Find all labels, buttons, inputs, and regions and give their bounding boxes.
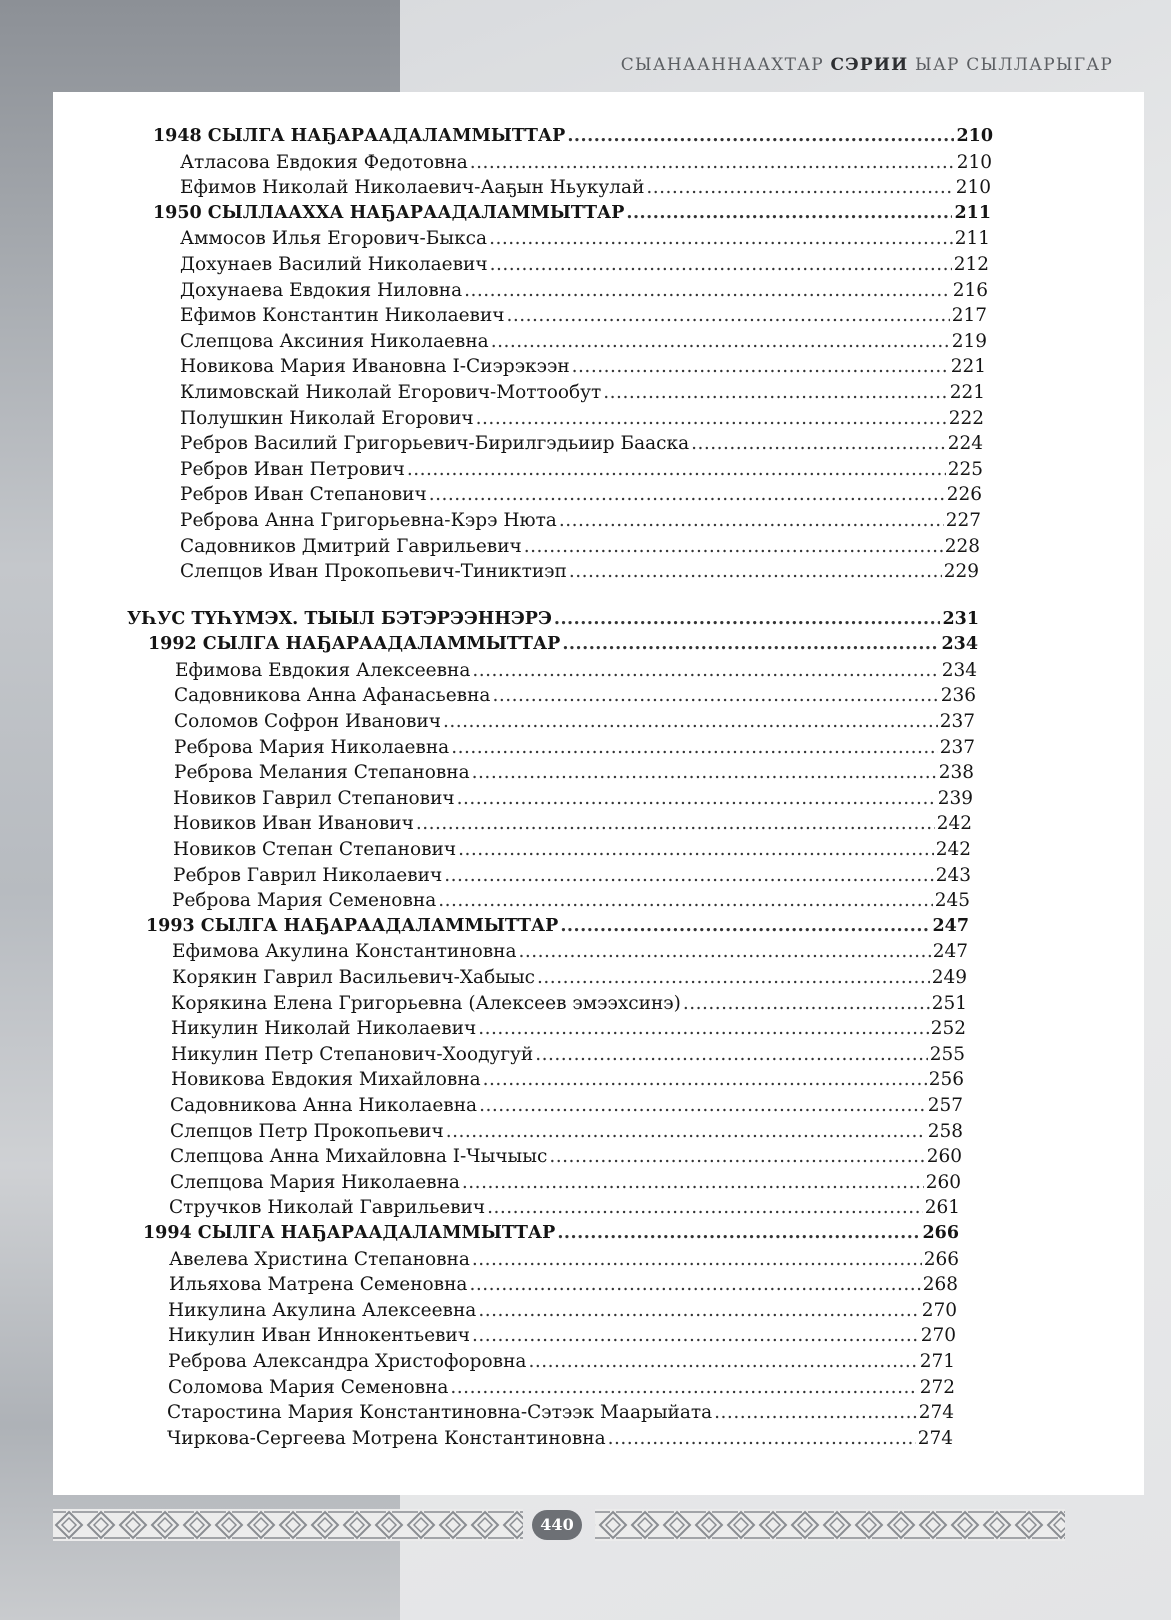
toc-title: Реброва Александра Христофоровна	[168, 1350, 527, 1372]
toc-title: 1993 СЫЛГА НАҔАРААДАЛАММЫТТАР	[146, 915, 559, 936]
toc-title: Соломов Софрон Иванович	[174, 711, 441, 733]
toc-entry	[0, 735, 975, 761]
dot-leader	[560, 914, 930, 940]
toc-title: Аммосов Илья Егорович-Быкса	[180, 228, 488, 250]
toc-title: Стручков Николай Гаврильевич	[169, 1197, 486, 1219]
page-number-badge: 440	[532, 1510, 582, 1540]
toc-part-heading	[0, 607, 979, 633]
toc-title: Корякина Елена Григорьевна (Алексеев эмээхсинэ)	[171, 992, 681, 1014]
toc-entry	[0, 939, 968, 965]
dot-leader	[472, 658, 939, 684]
toc-entry	[0, 1272, 958, 1298]
toc-entry	[0, 508, 981, 534]
toc-page-number: 258	[927, 1120, 963, 1142]
toc-title: Старостина Мария Константиновна-Сэтээк Маарыйата	[167, 1402, 713, 1424]
dot-leader	[567, 124, 954, 150]
dot-leader	[535, 1042, 927, 1068]
dot-leader	[451, 735, 937, 761]
dot-leader	[537, 965, 930, 991]
header-right: ЫАР СЫЛЛАРЫГАР	[915, 55, 1113, 75]
toc-entry	[0, 303, 987, 329]
toc-page-number: 231	[942, 608, 979, 629]
toc-entry	[0, 786, 973, 812]
dot-leader	[429, 482, 945, 508]
toc-page-number: 247	[932, 941, 968, 963]
toc-title: Дохунаев Василий Николаевич	[180, 253, 488, 275]
toc-entry	[0, 1067, 964, 1093]
toc-page-number: 242	[935, 839, 971, 861]
toc-page-number: 210	[955, 177, 991, 199]
header-middle: СЭРИИ	[830, 55, 909, 75]
toc-entry	[0, 482, 982, 508]
dot-leader	[476, 406, 947, 432]
dot-leader	[626, 201, 952, 227]
toc-entry	[0, 1144, 962, 1170]
toc-entry	[0, 226, 990, 252]
dot-leader	[479, 1093, 926, 1119]
toc-title: Ребров Гаврил Николаевич	[173, 864, 443, 886]
dot-leader	[491, 329, 950, 355]
toc-page-number: 237	[939, 711, 975, 733]
dot-leader	[549, 1144, 924, 1170]
dot-leader	[603, 380, 947, 406]
toc-title: Ребров Василий Григорьевич-Бирилгэдьиир Бааска	[180, 433, 690, 455]
toc-title: Ильяхова Матрена Семеновна	[169, 1274, 468, 1296]
toc-entry	[0, 380, 985, 406]
toc-title: УҺУС ТҮҺҮМЭХ. ТЫЫЛ БЭТЭРЭЭННЭРЭ	[127, 608, 552, 629]
toc-page-number: 270	[920, 1325, 956, 1347]
toc-page-number: 222	[948, 407, 984, 429]
dot-leader	[559, 508, 944, 534]
toc-title: Новиков Степан Степанович	[173, 839, 457, 861]
toc-title: Садовникова Анна Афанасьевна	[174, 685, 491, 707]
toc-entry	[0, 354, 986, 380]
toc-title: Никулин Иван Иннокентьевич	[168, 1325, 470, 1347]
toc-section-heading	[0, 914, 969, 940]
dot-leader	[524, 534, 943, 560]
toc-page-number: 211	[954, 202, 991, 223]
toc-page-number: 229	[943, 561, 979, 583]
toc-page-number: 236	[940, 685, 976, 707]
toc-title: Атласова Евдокия Федотовна	[180, 151, 468, 173]
dot-leader	[443, 709, 938, 735]
dot-leader	[492, 683, 938, 709]
dot-leader	[472, 760, 937, 786]
toc-page-number: 255	[929, 1043, 965, 1065]
toc-entry	[0, 991, 967, 1017]
toc-page-number: 260	[925, 1171, 961, 1193]
toc-page-number: 239	[937, 787, 973, 809]
toc-page-number: 274	[917, 1427, 953, 1449]
toc-entry	[0, 811, 972, 837]
toc-title: Дохунаева Евдокия Ниловна	[180, 279, 463, 301]
toc-section-heading	[0, 1221, 959, 1247]
toc-page-number: 247	[932, 915, 969, 936]
toc-page-number: 238	[938, 762, 974, 784]
toc-entry	[0, 658, 977, 684]
toc-page-number: 210	[956, 151, 992, 173]
toc-title: Садовников Дмитрий Гаврильевич	[180, 535, 522, 557]
table-of-contents	[0, 124, 1171, 1451]
toc-title: Слепцова Анна Михайловна І-Чычыыс	[170, 1146, 548, 1168]
toc-title: 1948 СЫЛГА НАҔАРААДАЛАММЫТТАР	[153, 126, 566, 146]
dot-leader	[438, 888, 932, 914]
toc-title: Ефимов Николай Николаевич-Ааҕын Ньукулай	[180, 177, 645, 199]
dot-leader	[483, 1067, 927, 1093]
toc-title: Слепцова Мария Николаевна	[170, 1171, 460, 1193]
toc-entry	[0, 1323, 956, 1349]
toc-title: 1994 СЫЛГА НАҔАРААДАЛАММЫТТАР	[143, 1222, 556, 1243]
toc-title: Ефимова Евдокия Алексеевна	[175, 659, 471, 681]
toc-section-heading	[0, 124, 993, 150]
toc-page-number: 256	[928, 1069, 964, 1091]
toc-title: Реброва Анна Григорьевна-Кэрэ Нюта	[180, 509, 557, 531]
toc-page-number: 234	[941, 659, 977, 681]
header-left: СЫАНААННААХТАР	[620, 55, 824, 75]
toc-page-number: 211	[954, 228, 990, 250]
toc-title: 1950 СЫЛЛААХХА НАҔАРААДАЛАММЫТТАР	[153, 202, 625, 223]
toc-entry	[0, 252, 989, 278]
toc-page-number: 272	[919, 1376, 955, 1398]
toc-title: Никулина Акулина Алексеевна	[168, 1299, 477, 1321]
toc-title: Ребров Иван Степанович	[180, 484, 427, 506]
toc-page-number: 228	[944, 535, 980, 557]
toc-entry	[0, 1247, 959, 1273]
dot-leader	[683, 991, 930, 1017]
toc-title: Никулин Петр Степанович-Хоодугуй	[171, 1043, 534, 1065]
toc-title: Слепцова Аксиния Николаевна	[180, 330, 489, 352]
toc-title: Ребров Иван Петрович	[180, 458, 405, 480]
toc-entry	[0, 888, 970, 914]
toc-entry	[0, 709, 975, 735]
dot-leader	[470, 150, 955, 176]
toc-entry	[0, 683, 976, 709]
dot-leader	[472, 1323, 919, 1349]
toc-entry	[0, 406, 984, 432]
dot-leader	[554, 607, 941, 633]
dot-leader	[444, 863, 934, 889]
toc-page-number: 261	[924, 1197, 960, 1219]
toc-page-number: 225	[947, 458, 983, 480]
toc-entry	[0, 150, 992, 176]
toc-page-number: 257	[927, 1094, 963, 1116]
toc-page-number: 274	[918, 1402, 954, 1424]
toc-page-number: 221	[949, 381, 985, 403]
toc-page-number: 242	[936, 813, 972, 835]
dot-leader	[569, 559, 942, 585]
toc-entry	[0, 559, 979, 585]
toc-entry	[0, 431, 983, 457]
dot-leader	[458, 837, 934, 863]
toc-title: Ефимов Константин Николаевич	[180, 305, 505, 327]
toc-title: Новиков Иван Иванович	[173, 813, 414, 835]
dot-leader	[450, 1375, 917, 1401]
toc-entry	[0, 837, 971, 863]
toc-title: Климовскай Николай Егорович-Моттообут	[180, 381, 602, 403]
toc-page-number: 217	[951, 305, 987, 327]
toc-title: Слепцов Петр Прокопьевич	[170, 1120, 444, 1142]
toc-title: Корякин Гаврил Васильевич-Хабыыс	[172, 967, 536, 988]
toc-title: Новиков Гаврил Степанович	[173, 787, 455, 809]
toc-title: Новикова Мария Ивановна І-Сиэрэкээн	[180, 356, 570, 378]
toc-title: Садовникова Анна Николаевна	[170, 1094, 478, 1116]
dot-leader	[487, 1195, 923, 1221]
toc-entry	[0, 457, 983, 483]
toc-entry	[0, 1042, 965, 1068]
toc-entry	[0, 1170, 961, 1196]
dot-leader	[557, 1221, 920, 1247]
toc-page-number: 227	[945, 509, 981, 531]
dot-leader	[691, 431, 946, 457]
dot-leader	[519, 939, 931, 965]
toc-title: Чиркова-Сергеева Мотрена Константиновна	[167, 1427, 606, 1449]
toc-title: Реброва Мария Семеновна	[172, 890, 437, 912]
dot-leader	[490, 252, 952, 278]
toc-title: Авелева Христина Степановна	[169, 1248, 470, 1270]
dot-leader	[608, 1426, 916, 1452]
dot-leader	[416, 811, 935, 837]
toc-page-number: 249	[931, 967, 967, 988]
toc-entry	[0, 329, 987, 355]
toc-page-number: 234	[941, 634, 978, 655]
toc-title: Новикова Евдокия Михайловна	[171, 1069, 481, 1091]
toc-page-number: 271	[919, 1350, 955, 1372]
toc-page-number: 245	[934, 890, 970, 912]
dot-leader	[446, 1119, 926, 1145]
toc-entry	[0, 278, 988, 304]
dot-leader	[472, 1247, 922, 1273]
toc-page-number: 243	[935, 864, 971, 886]
dot-leader	[562, 632, 939, 658]
toc-entry	[0, 1375, 955, 1401]
dot-leader	[457, 786, 936, 812]
toc-page-number: 226	[946, 484, 982, 506]
toc-page-number: 266	[923, 1248, 959, 1270]
dot-leader	[478, 1298, 919, 1324]
toc-page-number: 219	[951, 330, 987, 352]
toc-title: Реброва Мария Николаевна	[174, 736, 450, 758]
dot-leader	[572, 354, 949, 380]
dot-leader	[646, 175, 953, 201]
toc-page-number: 224	[947, 433, 983, 455]
dot-leader	[489, 226, 953, 252]
running-header	[621, 55, 1113, 75]
dot-leader	[464, 278, 951, 304]
toc-title: Ефимова Акулина Константиновна	[172, 941, 517, 963]
toc-page-number: 237	[939, 736, 975, 758]
dot-leader	[462, 1170, 924, 1196]
toc-entry	[0, 1119, 963, 1145]
toc-page-number: 270	[921, 1299, 957, 1321]
toc-entry	[0, 1400, 954, 1426]
toc-page-number: 252	[930, 1018, 966, 1040]
toc-title: Никулин Николай Николаевич	[171, 1018, 477, 1040]
dot-leader	[478, 1016, 928, 1042]
toc-entry	[0, 1016, 966, 1042]
toc-section-heading	[0, 201, 991, 227]
toc-title: Полушкин Николай Егорович	[180, 407, 474, 429]
toc-page-number: 212	[953, 253, 989, 275]
toc-entry	[0, 175, 991, 201]
toc-page-number: 221	[950, 356, 986, 378]
toc-section-heading	[0, 632, 978, 658]
toc-entry	[0, 863, 971, 889]
dot-leader	[528, 1349, 917, 1375]
dot-leader	[507, 303, 950, 329]
toc-page-number: 251	[931, 992, 967, 1014]
toc-entry	[0, 1093, 963, 1119]
dot-leader	[714, 1400, 917, 1426]
toc-title: Реброва Мелания Степановна	[174, 762, 470, 784]
toc-entry	[0, 965, 967, 991]
toc-entry	[0, 760, 974, 786]
toc-entry	[0, 1426, 953, 1452]
toc-page-number: 216	[952, 279, 988, 301]
toc-page-number: 260	[926, 1146, 962, 1168]
toc-page-number: 268	[922, 1274, 958, 1296]
toc-entry	[0, 534, 980, 560]
dot-leader	[407, 457, 946, 483]
toc-entry	[0, 1349, 955, 1375]
dot-leader	[469, 1272, 920, 1298]
toc-title: 1992 СЫЛГА НАҔАРААДАЛАММЫТТАР	[148, 634, 561, 655]
toc-entry	[0, 1298, 957, 1324]
toc-page-number: 266	[922, 1222, 959, 1243]
toc-title: Слепцов Иван Прокопьевич-Тиниктиэп	[180, 561, 567, 583]
toc-page-number: 210	[956, 126, 993, 146]
toc-title: Соломова Мария Семеновна	[168, 1376, 449, 1398]
toc-entry	[0, 1195, 960, 1221]
